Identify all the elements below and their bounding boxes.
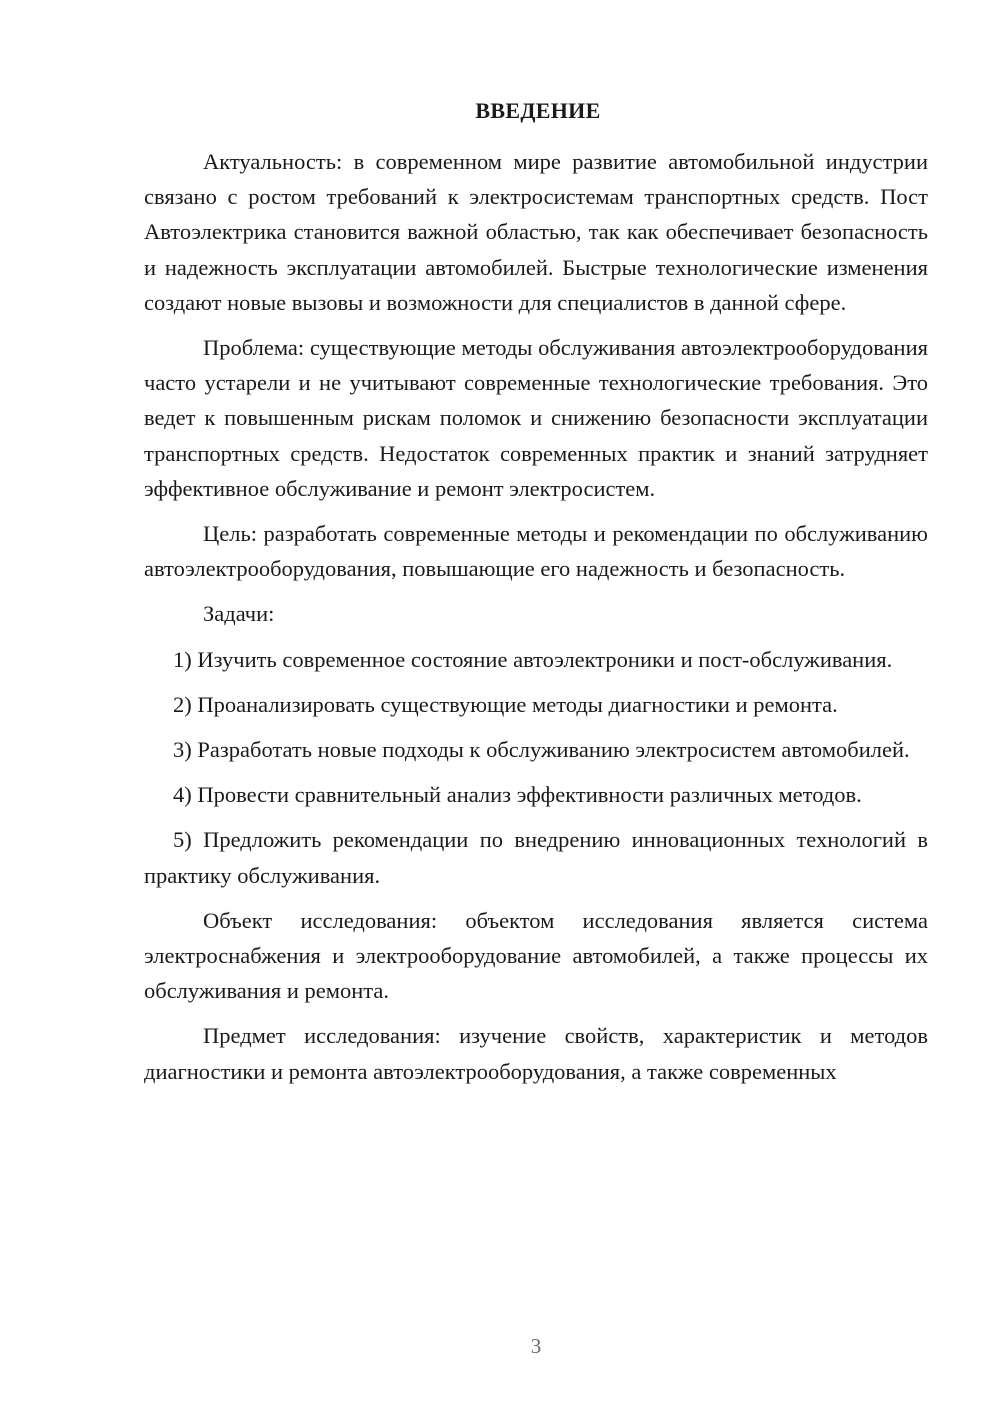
task-item-2: 2) Проанализировать существующие методы диагностики и ремонта.	[173, 691, 838, 717]
paragraph-relevance: Актуальность: в современном мире развитие автомобильной индустрии связано с ростом требований к электросистемам транспортных средств. Пост Автоэлектрика становится важной областью, так как обеспечивает безопасность и надежность эксплуатации автомобилей. Быстрые технологические изменения создают новые вызовы и возможности для специалистов в данной сфере.	[144, 149, 928, 315]
paragraph-problem: Проблема: существующие методы обслуживания автоэлектрооборудования часто устарели и не учитывают современные технологические требования. Это ведет к повышенным рискам поломок и снижению безопасности эксплуатации транспортных средств. Недостаток современных практик и знаний затрудняет эффективное обслуживание и ремонт электросистем.	[144, 335, 928, 501]
tasks-label: Задачи:	[203, 601, 275, 627]
paragraph-goal: Цель: разработать современные методы и рекомендации по обслуживанию автоэлектрооборудования, повышающие его надежность и безопасность.	[144, 521, 928, 582]
task-item-4: 4) Провести сравнительный анализ эффективности различных методов.	[173, 782, 862, 808]
task-item-5: 5) Предложить рекомендации по внедрению инновационных технологий в практику обслуживания.	[144, 827, 928, 888]
paragraph-subject: Предмет исследования: изучение свойств, характеристик и методов диагностики и ремонта автоэлектрооборудования, а также современных	[144, 1023, 928, 1084]
section-heading: ВВЕДЕНИЕ	[475, 98, 601, 123]
paragraph-object: Объект исследования: объектом исследования является система электроснабжения и электрооборудование автомобилей, а также процессы их обслуживания и ремонта.	[144, 907, 928, 1004]
page-number: 3	[530, 1334, 542, 1358]
task-item-1: 1) Изучить современное состояние автоэлектроники и пост-обслуживания.	[173, 646, 893, 672]
document-page	[144, 96, 928, 1089]
task-item-3: 3) Разработать новые подходы к обслуживанию электросистем автомобилей.	[173, 737, 910, 763]
